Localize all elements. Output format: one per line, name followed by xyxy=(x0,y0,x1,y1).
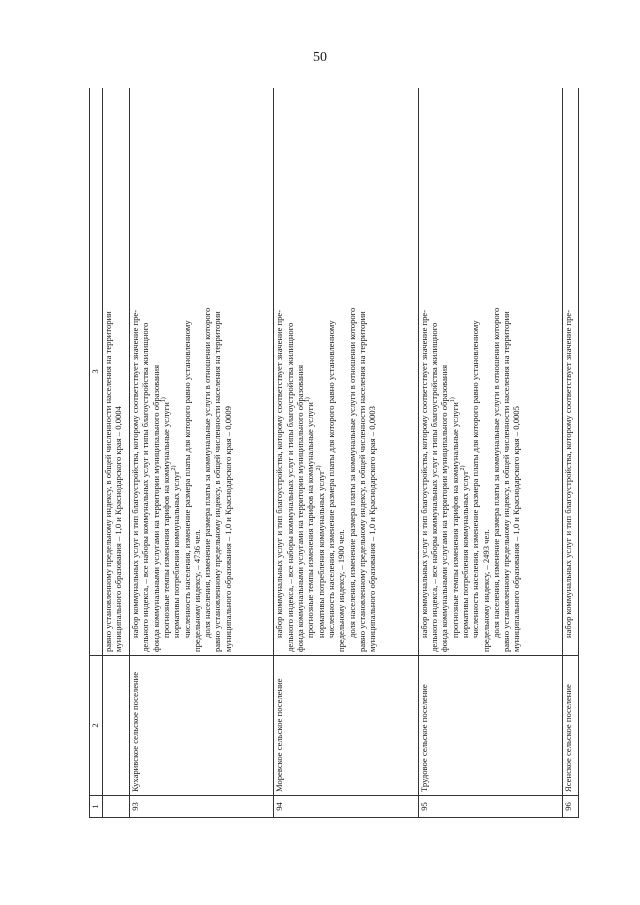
description-text: доля населения, изменение размера платы за коммунальные услуги в отношении которого xyxy=(346,307,357,638)
description-line xyxy=(336,91,346,652)
description-text: фонда коммунальными услугами на территории муниципального образования xyxy=(439,364,450,652)
settlement-description xyxy=(130,88,274,656)
description-text: прогнозные темпы изменения тарифов на коммунальные услуги xyxy=(305,402,316,638)
footnote-mark: 1) xyxy=(305,397,312,403)
row-number: 96 xyxy=(563,796,579,818)
description-line xyxy=(511,91,521,652)
description-line xyxy=(481,91,491,652)
table-row xyxy=(130,88,274,818)
description-line xyxy=(347,91,357,652)
description-line xyxy=(460,91,470,652)
description-text: численность населения, изменение размера платы для которого равно установленному xyxy=(470,320,481,638)
description-line xyxy=(305,91,315,652)
description-line xyxy=(161,91,171,652)
description-text: предельному индексу, – 1900 чел. xyxy=(336,529,347,652)
description-line xyxy=(223,91,233,652)
description-line xyxy=(439,91,449,652)
table-row xyxy=(563,88,579,818)
description-line xyxy=(285,91,295,652)
table-body xyxy=(103,88,579,818)
footnote-mark: 2) xyxy=(460,465,467,471)
footnote-mark: 2) xyxy=(171,465,178,471)
column-header-3: 3 xyxy=(90,88,103,656)
table-viewport xyxy=(89,88,579,818)
description-text: равно установленному предельному индексу, в общей численности населения на территории xyxy=(212,311,223,652)
description-text: муниципального образования – 1,0 и Краснодарского края – 0,0005 xyxy=(511,406,522,652)
description-line xyxy=(171,91,181,652)
description-text: набор коммунальных услуг и тип благоустройства, которому соответствует значение пре- xyxy=(563,309,574,638)
settlement-name: Кухаривское сельское поселение xyxy=(130,656,274,796)
description-line xyxy=(450,91,460,652)
carry-over-line: муниципального образования – 1,0 и Краснодарского края – 0,0004 xyxy=(113,406,124,652)
description-text: прогнозные темпы изменения тарифов на коммунальные услуги xyxy=(449,402,460,638)
description-text: доля населения, изменение размера платы за коммунальные услуги в отношении которого xyxy=(202,307,213,638)
description-line xyxy=(316,91,326,652)
description-line xyxy=(140,91,150,652)
footnote-mark: 1) xyxy=(161,397,168,403)
carry-over-num-cell xyxy=(103,796,130,818)
column-header-2: 2 xyxy=(90,656,103,796)
table-row xyxy=(418,88,562,818)
description-text: набор коммунальных услуг и тип благоустройства, которому соответствует значение пре- xyxy=(418,309,429,638)
description-line xyxy=(151,91,161,652)
description-line xyxy=(367,91,377,652)
row-number: 95 xyxy=(418,796,562,818)
description-line xyxy=(130,91,140,652)
description-text: прогнозные темпы изменения тарифов на коммунальные услуги xyxy=(160,402,171,638)
description-line xyxy=(419,91,429,652)
description-line xyxy=(212,91,222,652)
description-line xyxy=(274,91,284,652)
description-text: набор коммунальных услуг и тип благоустройства, которому соответствует значение пре- xyxy=(130,309,141,638)
column-header-1: 1 xyxy=(90,796,103,818)
description-text: дельного индекса, – все наборы коммунальных услуг и типы благоустройства жилищного xyxy=(284,322,295,652)
settlement-description xyxy=(418,88,562,656)
description-line xyxy=(295,91,305,652)
description-line xyxy=(429,91,439,652)
description-text: нормативы потребления коммунальных услуг xyxy=(315,470,326,638)
description-text: нормативы потребления коммунальных услуг xyxy=(460,470,470,638)
footnote-mark: 1) xyxy=(449,397,456,403)
description-text: равно установленному предельному индексу, в общей численности населения на территории xyxy=(356,311,367,652)
carry-over-line: равно установленному предельному индексу, в общей численности населения на территории xyxy=(103,311,113,652)
description-text: равно установленному предельному индексу, в общей численности населения на территории xyxy=(501,311,512,652)
description-text: нормативы потребления коммунальных услуг xyxy=(171,470,182,638)
description-line xyxy=(563,91,573,652)
description-line xyxy=(202,91,212,652)
description-text: предельному индексу, – 4736 чел. xyxy=(191,529,202,652)
row-number: 94 xyxy=(274,796,418,818)
description-text: набор коммунальных услуг и тип благоустройства, которому соответствует значение пре- xyxy=(274,309,285,638)
table-row xyxy=(274,88,418,818)
rotated-table-frame xyxy=(89,88,579,818)
settlement-name: Моревское сельское поселение xyxy=(274,656,418,796)
description-text: муниципального образования – 1,0 и Краснодарского края – 0,0003 xyxy=(367,406,378,652)
description-text: фонда коммунальными услугами на территории муниципального образования xyxy=(150,364,161,652)
settlement-description xyxy=(563,88,579,656)
description-line xyxy=(501,91,511,652)
description-line xyxy=(357,91,367,652)
footnote-mark: 2) xyxy=(315,465,322,471)
description-text: муниципального образования – 1,0 и Краснодарского края – 0,0009 xyxy=(222,406,233,652)
settlements-table xyxy=(89,88,579,818)
description-text: численность населения, изменение размера платы для которого равно установленному xyxy=(325,320,336,638)
description-text: предельному индексу, – 2493 чел. xyxy=(480,529,491,652)
description-line xyxy=(182,91,192,652)
description-line xyxy=(491,91,501,652)
description-text: дельного индекса, – все наборы коммунальных услуг и типы благоустройства жилищного xyxy=(140,322,151,652)
settlement-name: Трудовое сельское поселение xyxy=(418,656,562,796)
settlement-name: Ясенское сельское поселение xyxy=(563,656,579,796)
row-number: 93 xyxy=(130,796,274,818)
carry-over-name-cell xyxy=(103,656,130,796)
description-text: доля населения, изменение размера платы за коммунальные услуги в отношении которого xyxy=(490,307,501,638)
settlement-description xyxy=(274,88,418,656)
description-line xyxy=(326,91,336,652)
page-number: 50 xyxy=(313,50,327,65)
description-text: дельного индекса, – все наборы коммунальных услуг и типы благоустройства жилищного xyxy=(429,322,440,652)
description-line xyxy=(470,91,480,652)
description-line xyxy=(192,91,202,652)
table-header-row xyxy=(90,88,103,818)
carry-over-text xyxy=(103,88,130,656)
carry-over-row xyxy=(103,88,130,818)
description-text: численность населения, изменение размера платы для которого равно установленному xyxy=(181,320,192,638)
description-text: фонда коммунальными услугами на территории муниципального образования xyxy=(295,364,306,652)
